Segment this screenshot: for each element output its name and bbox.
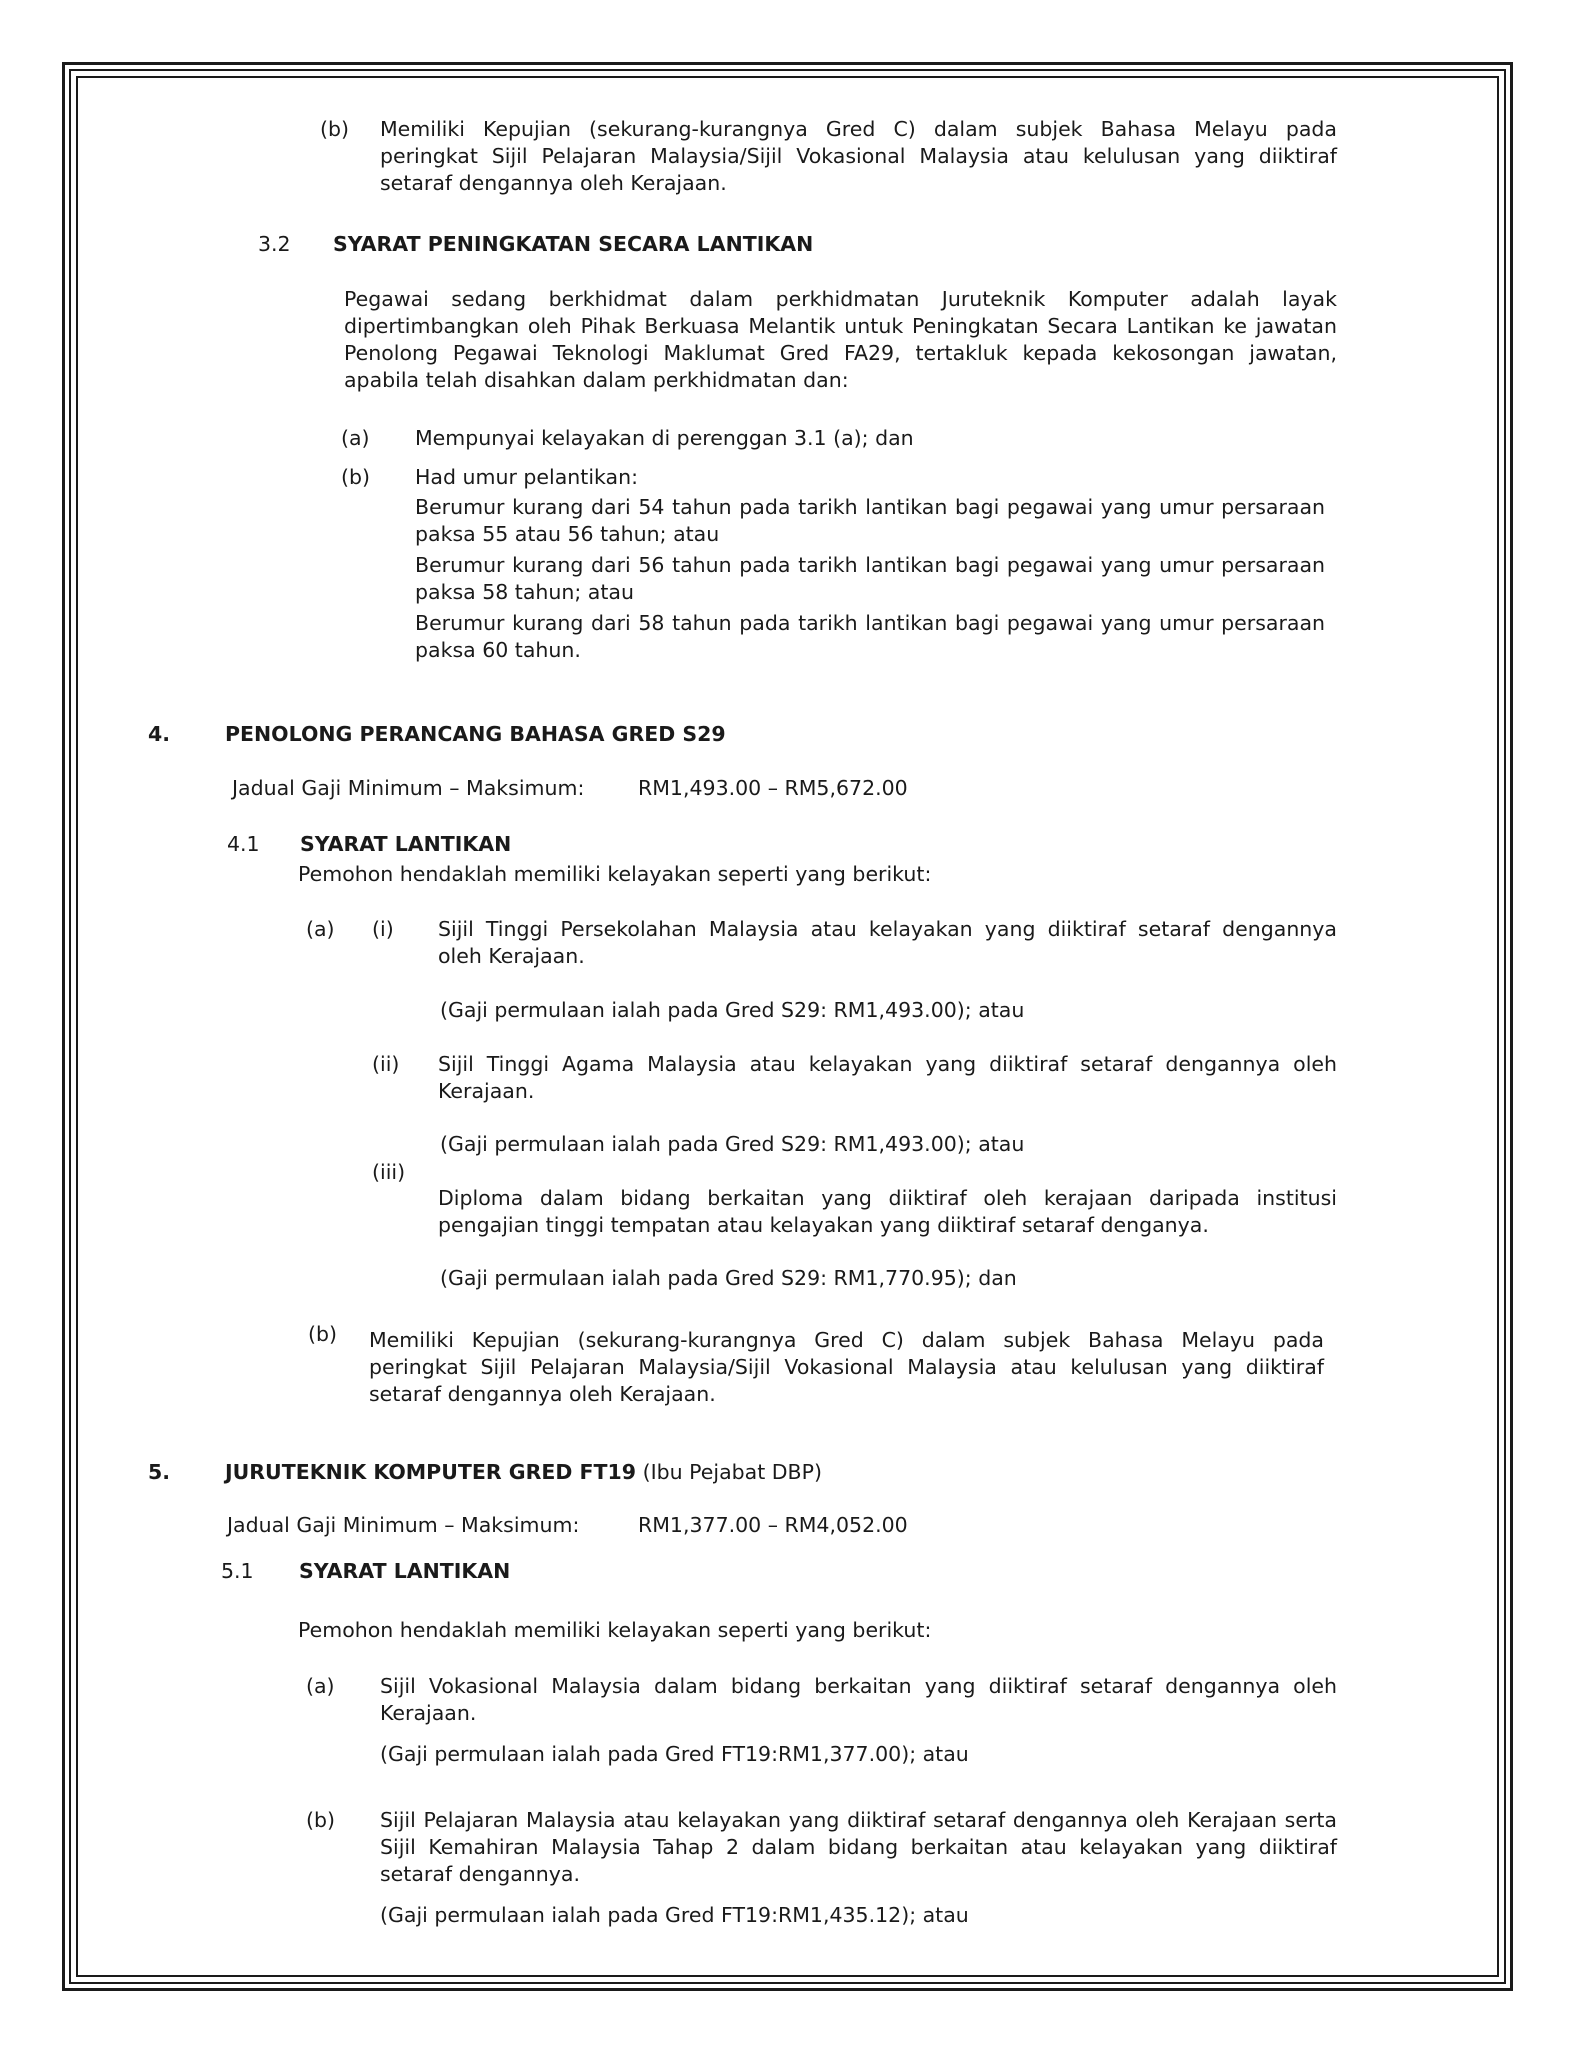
section-4-ii-note: (Gaji permulaan ialah pada Gred S29: RM1,493.00); atau — [440, 1132, 1025, 1156]
section-4-iii-text — [438, 1185, 1337, 1239]
section-5-title-suffix: (Ibu Pejabat DBP) — [642, 1460, 822, 1484]
age-limit-line: paksa 55 atau 56 tahun; atau — [415, 522, 720, 546]
section-5-a-text — [380, 1673, 1337, 1727]
section-4-iii-line: pengajian tinggi tempatan atau kelayakan yang diiktiraf setaraf denganya. — [438, 1213, 1209, 1237]
section-3-2-a-text: Mempunyai kelayakan di perenggan 3.1 (a); dan — [415, 426, 914, 450]
section-4-ii-line: Sijil Tinggi Agama Malaysia atau kelayakan yang diiktiraf setaraf dengannya oleh — [438, 1052, 1337, 1076]
section-4-b-label: (b) — [308, 1322, 338, 1346]
top-b-line: peringkat Sijil Pelajaran Malaysia/Sijil Vokasional Malaysia atau kelulusan yang diiktiraf — [380, 144, 1337, 168]
section-3-2-paragraph — [344, 286, 1337, 394]
section-5-b-note: (Gaji permulaan ialah pada Gred FT19:RM1,435.12); atau — [380, 1903, 969, 1927]
top-b-line: setaraf dengannya oleh Kerajaan. — [380, 171, 727, 195]
section-5-a-line: Sijil Vokasional Malaysia dalam bidang berkaitan yang diiktiraf setaraf dengannya oleh — [380, 1674, 1337, 1698]
section-3-2-number: 3.2 — [258, 232, 291, 256]
top-b-line: Memiliki Kepujian (sekurang-kurangnya Gred C) dalam subjek Bahasa Melayu pada — [380, 117, 1337, 141]
section-4-ii-line: Kerajaan. — [438, 1079, 535, 1103]
section-4-a-label: (a) — [306, 917, 335, 941]
section-4-1-number: 4.1 — [227, 832, 260, 856]
section-5-b-text — [380, 1807, 1337, 1888]
section-4-ii-label: (ii) — [372, 1052, 400, 1076]
section-4-b-line: peringkat Sijil Pelajaran Malaysia/Sijil Vokasional Malaysia atau kelulusan yang diiktiraf — [369, 1355, 1324, 1379]
section-4-i-text — [438, 916, 1337, 970]
section-5-b-label: (b) — [306, 1808, 336, 1832]
section-4-i-note: (Gaji permulaan ialah pada Gred S29: RM1,493.00); atau — [440, 998, 1025, 1022]
section-4-salary-value: RM1,493.00 – RM5,672.00 — [638, 776, 908, 800]
section-3-2-b-text: Had umur pelantikan: — [415, 465, 638, 489]
section-4-title: PENOLONG PERANCANG BAHASA GRED S29 — [225, 722, 726, 746]
section-4-i-label: (i) — [372, 917, 394, 941]
section-4-number: 4. — [148, 722, 171, 746]
age-limit-line: Berumur kurang dari 56 tahun pada tarikh lantikan bagi pegawai yang umur persaraan — [415, 553, 1325, 577]
age-limit-list — [415, 494, 1325, 664]
section-5-a-label: (a) — [306, 1674, 335, 1698]
section-3-2-line: Penolong Pegawai Teknologi Maklumat Gred FA29, tertakluk kepada kekosongan jawatan, — [344, 341, 1337, 365]
top-b-label: (b) — [320, 117, 350, 141]
section-5-1-intro: Pemohon hendaklah memiliki kelayakan seperti yang berikut: — [298, 1618, 932, 1642]
section-4-i-line: Sijil Tinggi Persekolahan Malaysia atau kelayakan yang diiktiraf setaraf dengannya — [438, 917, 1337, 941]
section-5-heading — [225, 1459, 822, 1486]
section-5-salary-label: Jadual Gaji Minimum – Maksimum: — [227, 1513, 580, 1537]
section-3-2-title: SYARAT PENINGKATAN SECARA LANTIKAN — [333, 232, 814, 256]
section-3-2-a-label: (a) — [341, 426, 370, 450]
section-4-iii-note: (Gaji permulaan ialah pada Gred S29: RM1,770.95); dan — [440, 1266, 1017, 1290]
section-3-2-line: Pegawai sedang berkhidmat dalam perkhidmatan Juruteknik Komputer adalah layak — [344, 287, 1337, 311]
section-4-b-text — [369, 1327, 1324, 1408]
age-limit-line: Berumur kurang dari 54 tahun pada tarikh lantikan bagi pegawai yang umur persaraan — [415, 495, 1325, 519]
section-5-title: JURUTEKNIK KOMPUTER GRED FT19 — [225, 1460, 637, 1484]
section-4-i-line: oleh Kerajaan. — [438, 944, 585, 968]
section-5-b-line: Sijil Kemahiran Malaysia Tahap 2 dalam bidang berkaitan atau kelayakan yang diiktiraf — [380, 1835, 1337, 1859]
section-4-iii-label: (iii) — [372, 1160, 406, 1184]
section-5-b-line: setaraf dengannya. — [380, 1862, 581, 1886]
section-4-b-line: Memiliki Kepujian (sekurang-kurangnya Gred C) dalam subjek Bahasa Melayu pada — [369, 1328, 1324, 1352]
section-4-1-intro: Pemohon hendaklah memiliki kelayakan seperti yang berikut: — [298, 862, 932, 886]
section-5-b-line: Sijil Pelajaran Malaysia atau kelayakan yang diiktiraf setaraf dengannya oleh Kerajaan serta — [380, 1808, 1337, 1832]
age-limit-line: paksa 60 tahun. — [415, 638, 581, 662]
top-b-paragraph — [380, 116, 1337, 197]
section-5-number: 5. — [148, 1460, 171, 1484]
section-4-b-line: setaraf dengannya oleh Kerajaan. — [369, 1382, 716, 1406]
section-5-a-line: Kerajaan. — [380, 1701, 477, 1725]
section-3-2-line: apabila telah disahkan dalam perkhidmatan dan: — [344, 368, 849, 392]
section-3-2-b-label: (b) — [341, 465, 371, 489]
section-4-iii-line: Diploma dalam bidang berkaitan yang diiktiraf oleh kerajaan daripada institusi — [438, 1186, 1337, 1210]
age-limit-line: paksa 58 tahun; atau — [415, 580, 634, 604]
section-3-2-line: dipertimbangkan oleh Pihak Berkuasa Melantik untuk Peningkatan Secara Lantikan ke jawatan — [344, 314, 1337, 338]
section-5-1-title: SYARAT LANTIKAN — [299, 1559, 511, 1583]
section-4-ii-text — [438, 1051, 1337, 1105]
section-4-1-title: SYARAT LANTIKAN — [300, 832, 512, 856]
section-5-salary-value: RM1,377.00 – RM4,052.00 — [638, 1513, 908, 1537]
section-4-salary-label: Jadual Gaji Minimum – Maksimum: — [232, 776, 585, 800]
age-limit-line: Berumur kurang dari 58 tahun pada tarikh lantikan bagi pegawai yang umur persaraan — [415, 611, 1325, 635]
section-5-1-number: 5.1 — [221, 1559, 254, 1583]
section-5-a-note: (Gaji permulaan ialah pada Gred FT19:RM1,377.00); atau — [380, 1742, 969, 1766]
